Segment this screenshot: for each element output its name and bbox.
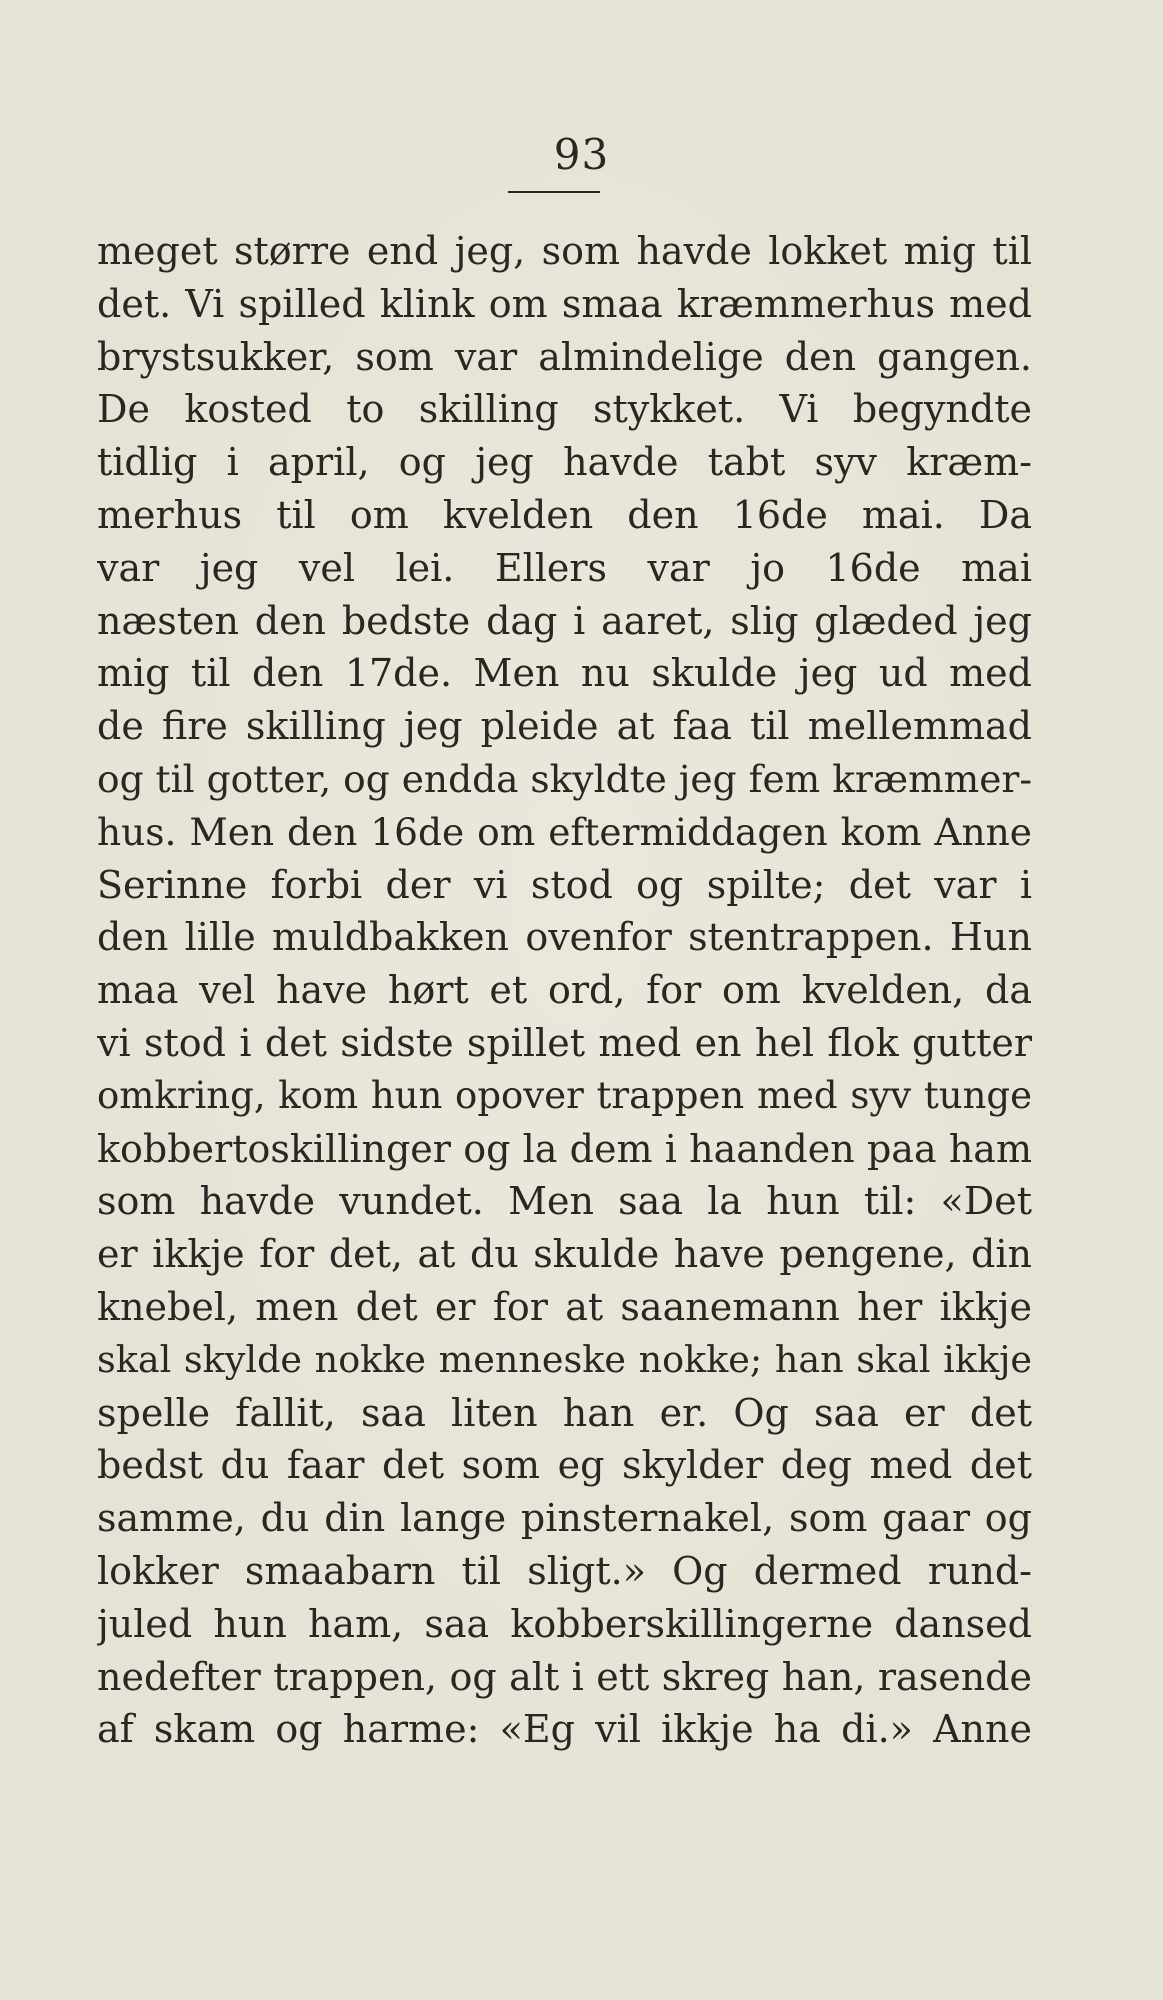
text-line: merhus til om kvelden den 16de mai. Da: [97, 492, 1032, 537]
text-line: de fire skilling jeg pleide at faa til mellemmad: [97, 704, 1032, 749]
page-number: 93: [553, 130, 610, 179]
text-line: skal skylde nokke menneske nokke; han skal ikkje: [97, 1337, 1032, 1381]
text-line: det. Vi spilled klink om smaa kræmmerhus med: [97, 281, 1032, 326]
text-line: knebel, men det er for at saanemann her ikkje: [97, 1284, 1032, 1329]
text-line: omkring, kom hun opover trappen med syv tunge: [97, 1073, 1032, 1117]
text-line: af skam og harme: «Eg vil ikkje ha di.» Anne: [97, 1707, 1032, 1752]
text-line: var jeg vel lei. Ellers var jo 16de mai: [97, 545, 1032, 590]
text-line: lokker smaabarn til sligt.» Og dermed rund-: [97, 1548, 1032, 1593]
text-line: juled hun ham, saa kobberskillingerne dansed: [97, 1601, 1032, 1646]
text-line: den lille muldbakken ovenfor stentrappen. Hun: [97, 915, 1032, 960]
text-line: kobbertoskillinger og la dem i haanden paa ham: [97, 1126, 1032, 1171]
text-line: samme, du din lange pinsternakel, som gaar og: [97, 1496, 1032, 1541]
text-line: spelle fallit, saa liten han er. Og saa er det: [97, 1390, 1032, 1435]
text-line: hus. Men den 16de om eftermiddagen kom Anne: [97, 809, 1032, 854]
text-line: nedefter trappen, og alt i ett skreg han, rasende: [97, 1654, 1032, 1699]
body-text: [97, 225, 1032, 1756]
text-line: er ikkje for det, at du skulde have pengene, din: [97, 1232, 1032, 1277]
text-line: næsten den bedste dag i aaret, slig glæded jeg: [97, 598, 1032, 643]
text-line: tidlig i april, og jeg havde tabt syv kræm-: [97, 440, 1032, 485]
text-line: som havde vundet. Men saa la hun til: «Det: [97, 1179, 1032, 1224]
text-line: mig til den 17de. Men nu skulde jeg ud med: [97, 651, 1032, 696]
text-line: De kosted to skilling stykket. Vi begyndte: [97, 387, 1032, 432]
text-line: maa vel have hørt et ord, for om kvelden, da: [97, 968, 1032, 1013]
page-number-underline: [508, 191, 600, 193]
text-line: brystsukker, som var almindelige den gangen.: [97, 334, 1032, 379]
text-line: Serinne forbi der vi stod og spilte; det var i: [97, 862, 1032, 907]
text-line: bedst du faar det som eg skylder deg med det: [97, 1443, 1032, 1488]
text-line: meget større end jeg, som havde lokket mig til: [97, 229, 1032, 273]
text-line: vi stod i det sidste spillet med en hel flok gutter: [97, 1020, 1032, 1065]
text-line: og til gotter, og endda skyldte jeg fem kræmmer-: [97, 756, 1032, 801]
